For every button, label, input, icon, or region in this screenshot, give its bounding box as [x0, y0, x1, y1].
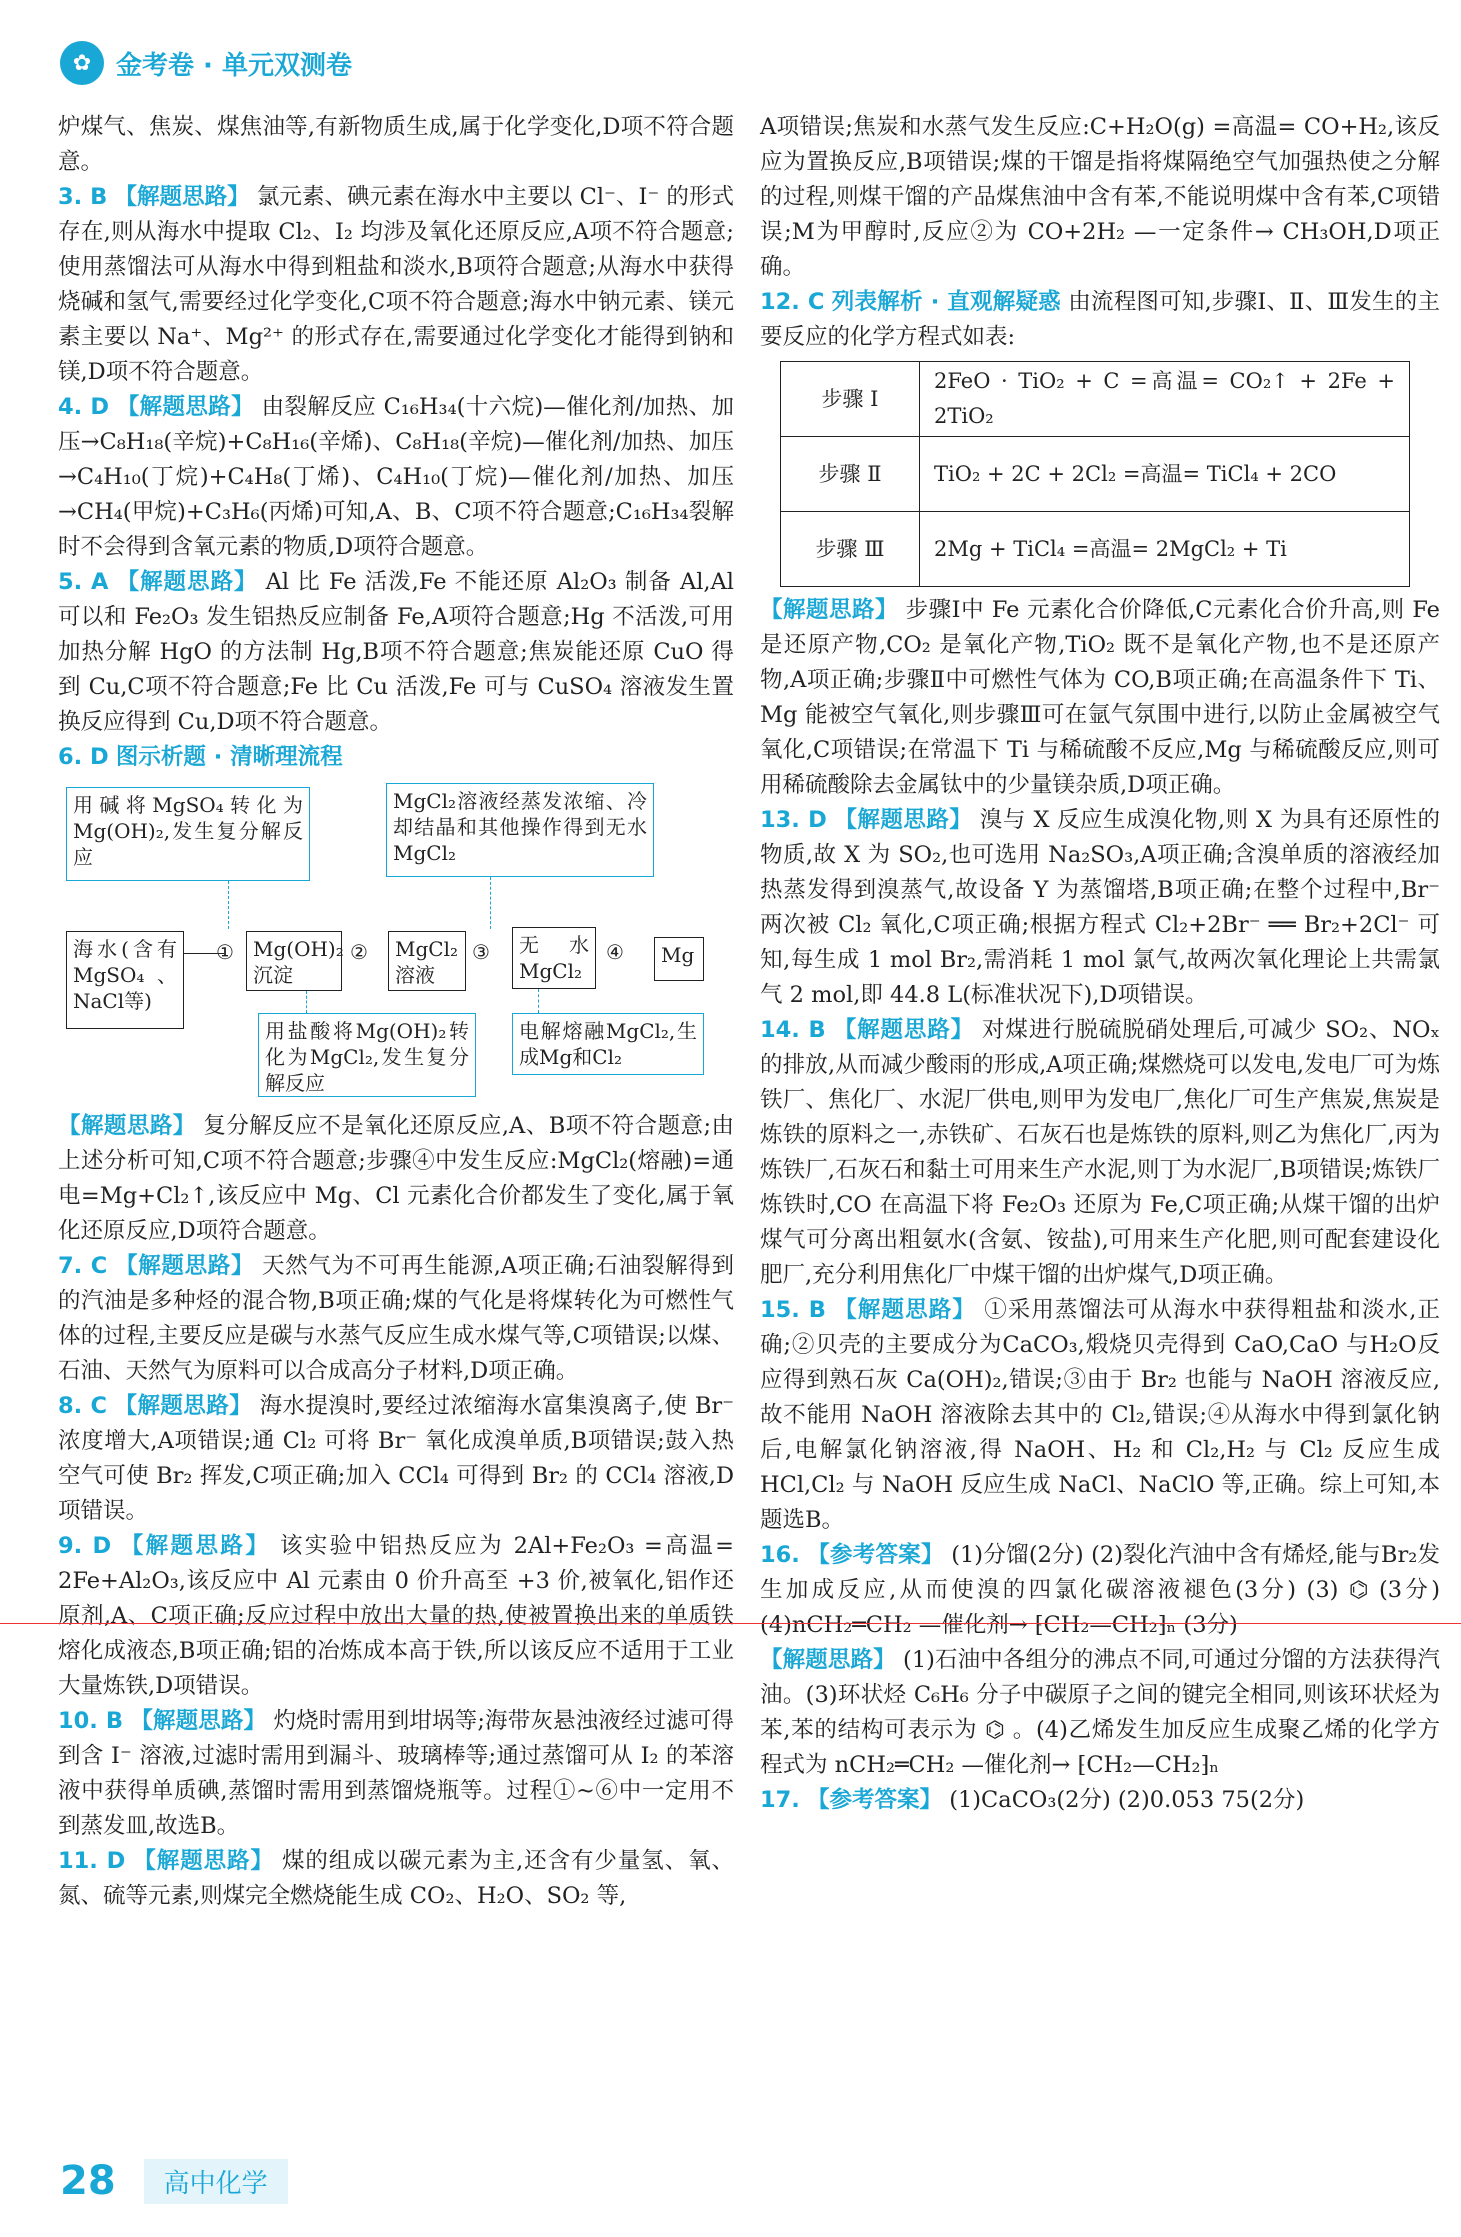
answer-7 [58, 1249, 734, 1389]
table-step: 步骤 Ⅲ [781, 512, 920, 587]
answer-11 [58, 1844, 734, 1914]
answer-tag: 【解题思路】 [760, 597, 899, 623]
flow-step-1: ① [216, 940, 234, 964]
answer-number: 15. B [760, 1297, 826, 1323]
reaction-table [780, 361, 1410, 587]
answer-text: 灼烧时需用到坩埚等;海带灰悬浊液经过滤可得到含 I⁻ 溶液,过滤时需用到漏斗、玻璃棒等;通过蒸馏可从 I₂ 的苯溶液中获得单质碘,蒸馏时需用到蒸馏烧瓶等。过程①~⑥中一定用不到蒸发皿,故选B。 [58, 1708, 735, 1839]
table-equation: 2Mg + TiCl₄ =高温= 2MgCl₂ + Ti [920, 512, 1410, 587]
answer-tag: 【解题思路】 [115, 1253, 255, 1279]
answer-text: 煤的组成以碳元素为主,还含有少量氢、氧、氮、硫等元素,则煤完全燃烧能生成 CO₂、H₂O、SO₂ 等, [58, 1848, 735, 1909]
answer-text: 步骤Ⅰ中 Fe 元素化合价降低,C元素化合价升高,则 Fe 是还原产物,CO₂ 是氧化产物,TiO₂ 既不是氧化产物,也不是还原产物,A项正确;步骤Ⅱ中可燃性气体为 CO,B项正确;在高温条件下 Ti、Mg 能被空气氧化,则步骤Ⅲ可在氩气氛围中进行,以防止金属被空气氧化,C项错误;在常温下 Ti 与稀硫酸不反应,Mg 与稀硫酸反应,则可用稀硫酸除去金属钛中的少量镁杂质,D项正确。 [760, 597, 1440, 798]
answer-text: 氯元素、碘元素在海水中主要以 Cl⁻、I⁻ 的形式存在,则从海水中提取 Cl₂、I₂ 均涉及氧化还原反应,A项不符合题意;使用蒸馏法可从海水中得到粗盐和淡水,B项符合题意;从海水中获得烧碱和氢气,需要经过化学变化,C项不符合题意;海水中钠元素、镁元素主要以 Na⁺、Mg²⁺ 的形式存在,需要通过化学变化才能得到钠和镁,D项不符合题意。 [58, 184, 735, 385]
answer-text: ①采用蒸馏法可从海水中获得粗盐和淡水,正确;②贝壳的主要成分为CaCO₃,煅烧贝壳得到 CaO,CaO 与H₂O反应得到熟石灰 Ca(OH)₂,错误;③由于 Br₂ 也能与 NaOH 溶液反应,故不能用 NaOH 溶液除去其中的 Cl₂,错误;④从海水中得到氯化钠后,电解氯化钠溶液,得 NaOH、H₂ 和 Cl₂,H₂ 与 Cl₂ 反应生成 HCl,Cl₂ 与 NaOH 反应生成 NaCl、NaClO 等,正确。综上可知,本题选B。 [760, 1297, 1440, 1533]
answer-number: 17. [760, 1787, 800, 1813]
answer-16 [760, 1538, 1440, 1643]
table-step: 步骤 Ⅰ [781, 362, 920, 437]
answer-tag: 【解题思路】 [114, 1393, 253, 1419]
left-intro: 炉煤气、焦炭、煤焦油等,有新物质生成,属于化学变化,D项不符合题意。 [58, 114, 734, 175]
answer-number: 6. D [58, 744, 109, 770]
answer-tag: 【解题思路】 [833, 1017, 974, 1043]
flow-anhydrous-mgcl2: 无水MgCl₂ [512, 927, 596, 989]
red-ruler-line [0, 1623, 1461, 1624]
answer-12 [760, 285, 1440, 355]
answer-number: 3. B [58, 184, 108, 210]
answer-3 [58, 180, 734, 390]
answer-17 [760, 1783, 1440, 1818]
answer-text: 由裂解反应 C₁₆H₃₄(十六烷)—催化剂/加热、加压→C₈H₁₈(辛烷)+C₈H₁₆(辛烯)、C₈H₁₈(辛烷)—催化剂/加热、加压→C₄H₁₀(丁烷)+C₄H₈(丁烯)、C₄H₁₀(丁烷)—催化剂/加热、加压→CH₄(甲烷)+C₃H₆(丙烯)可知,A、B、C项不符合题意;C₁₆H₃₄裂解时不会得到含氧元素的物质,D项符合题意。 [58, 394, 735, 560]
answer-text: 天然气为不可再生能源,A项正确;石油裂解得到的汽油是多种烃的混合物,B项正确;煤的气化是将煤转化为可燃性气体的过程,主要反应是碳与水蒸气反应生成水煤气等,C项错误;以煤、石油、天然气为原料可以合成高分子材料,D项正确。 [58, 1253, 735, 1384]
page-number: 28 [60, 2158, 116, 2204]
answer-14 [760, 1013, 1440, 1293]
flow-step-2: ② [350, 940, 368, 964]
answer-tag: 【解题思路】 [116, 394, 255, 420]
answer-10 [58, 1704, 734, 1844]
answer-tag: 【解题思路】 [834, 807, 973, 833]
answer-text: 由流程图可知,步骤Ⅰ、Ⅱ、Ⅲ发生的主要反应的化学方程式如表: [760, 289, 1440, 350]
flow-note-c: 用盐酸将Mg(OH)₂转化为MgCl₂,发生复分解反应 [258, 1013, 476, 1097]
flow-dash-d [538, 989, 539, 1013]
answer-tag: 【解题思路】 [133, 1848, 274, 1874]
answer-number: 7. C [58, 1253, 108, 1279]
answer-5 [58, 565, 734, 740]
answer-tag: 【解题思路】 [116, 569, 258, 595]
answer-number: 5. A [58, 569, 109, 595]
answer-tag: 【解题思路】 [834, 1297, 976, 1323]
page-footer [60, 2158, 288, 2204]
answer-number: 10. B [58, 1708, 123, 1734]
answer-tag: 【解题思路】 [58, 1113, 196, 1139]
table-equation: 2FeO · TiO₂ + C =高温= CO₂↑ + 2Fe + 2TiO₂ [920, 362, 1410, 437]
answer-text: (1)CaCO₃(2分) (2)0.053 75(2分) [949, 1787, 1305, 1813]
answer-text: (1)石油中各组分的沸点不同,可通过分馏的方法获得汽油。(3)环状烃 C₆H₆ 分子中碳原子之间的键完全相同,则该环状烃为苯,苯的结构可表示为 ⌬ 。(4)乙烯发生加反应生成聚乙烯的化学方程式为 nCH₂═CH₂ —催化剂→ ⁅CH₂—CH₂⁆ₙ [760, 1647, 1440, 1778]
answer-tag: 【解题思路】 [114, 184, 250, 210]
brand-logo-icon: ✿ [60, 41, 104, 85]
answer-8 [58, 1389, 734, 1529]
answer-text: 该实验中铝热反应为 2Al+Fe₂O₃ =高温= 2Fe+Al₂O₃,该反应中 Al 元素由 0 价升高至 +3 价,被氧化,铝作还原剂,A、C项正确;反应过程中放出大量的热,使被置换出来的单质铁熔化成液态,B项正确;铝的冶炼成本高于铁,所以该反应不适用于工业大量炼铁,D项错误。 [58, 1533, 734, 1699]
table-equation: TiO₂ + 2C + 2Cl₂ =高温= TiCl₄ + 2CO [920, 437, 1410, 512]
page-header [60, 38, 352, 88]
answer-tag: 图示析题 · 清晰理流程 [115, 744, 343, 770]
flow-step-4: ④ [606, 940, 624, 964]
answer-number: 8. C [58, 1393, 107, 1419]
flow-note-d: 电解熔融MgCl₂,生成Mg和Cl₂ [512, 1013, 704, 1075]
flow-step-3: ③ [472, 940, 490, 964]
flow-mgcl2-solution: MgCl₂溶液 [388, 931, 466, 991]
answer-text: 溴与 X 反应生成溴化物,则 X 为具有还原性的物质,故 X 为 SO₂,也可选用 Na₂SO₃,A项正确;含溴单质的溶液经加热蒸发得到溴蒸气,故设备 Y 为蒸馏塔,B项正确;在整个过程中,Br⁻ 两次被 Cl₂ 氧化,C项正确;根据方程式 Cl₂+2Br⁻ ══ Br₂+2Cl⁻ 可知,每生成 1 mol Br₂,需消耗 1 mol 氯气,故两次氧化理论上共需氯气 2 mol,即 44.8 L(标准状况下),D项错误。 [760, 807, 1440, 1008]
answer-6 [58, 740, 734, 775]
right-column [760, 110, 1440, 1818]
answer-number: 14. B [760, 1017, 826, 1043]
answer-tag: 【参考答案】 [807, 1542, 944, 1568]
answer-text: 复分解反应不是氧化还原反应,A、B项不符合题意;由上述分析可知,C项不符合题意;步骤④中发生反应:MgCl₂(熔融)=通电=Mg+Cl₂↑,该反应中 Mg、Cl 元素化合价都发生了变化,属于氧化还原反应,D项符合题意。 [58, 1113, 734, 1244]
table-row [781, 512, 1410, 587]
answer-4 [58, 390, 734, 565]
flow-note-a: 用碱将MgSO₄转化为Mg(OH)₂,发生复分解反应 [66, 787, 310, 881]
flow-dash-b [490, 877, 491, 929]
answer-9 [58, 1529, 734, 1704]
left-column [58, 110, 734, 1914]
answer-tag: 【解题思路】 [760, 1647, 896, 1673]
answer-number: 12. C [760, 289, 825, 315]
subject-label: 高中化学 [144, 2159, 288, 2204]
table-row [781, 362, 1410, 437]
answer-number: 4. D [58, 394, 110, 420]
table-row [781, 437, 1410, 512]
flow-seawater: 海水(含有MgSO₄、NaCl等) [66, 931, 184, 1029]
answer-text: (1)分馏(2分) (2)裂化汽油中含有烯烃,能与Br₂发生加成反应,从而使溴的四氯化碳溶液褪色(3分) (3) ⌬ (3分) (4)nCH₂═CH₂ —催化剂→ ⁅CH₂—CH₂⁆ₙ (3分) [760, 1542, 1440, 1638]
answer-12-analysis [760, 593, 1440, 803]
answer-13 [760, 803, 1440, 1013]
answer-number: 9. D [58, 1533, 112, 1559]
answer-tag: 【解题思路】 [120, 1533, 271, 1559]
answer-tag: 【参考答案】 [807, 1787, 943, 1813]
table-step: 步骤 Ⅱ [781, 437, 920, 512]
answer-16-analysis [760, 1643, 1440, 1783]
answer-number: 11. D [58, 1848, 126, 1874]
flow-mg-oh-2: Mg(OH)₂沉淀 [246, 931, 342, 991]
answer-15 [760, 1293, 1440, 1538]
flow-note-b: MgCl₂溶液经蒸发浓缩、冷却结晶和其他操作得到无水MgCl₂ [386, 783, 654, 877]
answer-text: Al 比 Fe 活泼,Fe 不能还原 Al₂O₃ 制备 Al,Al 可以和 Fe₂O₃ 发生铝热反应制备 Fe,A项符合题意;Hg 不活泼,可用加热分解 HgO 的方法制 Hg,B项不符合题意;焦炭能还原 CuO 得到 Cu,C项不符合题意;Fe 比 Cu 活泼,Fe 可与 CuSO₄ 溶液发生置换反应得到 Cu,D项不符合题意。 [58, 569, 734, 735]
answer-tag: 【解题思路】 [130, 1708, 267, 1734]
right-intro: A项错误;焦炭和水蒸气发生反应:C+H₂O(g) =高温= CO+H₂,该反应为置换反应,B项错误;煤的干馏是指将煤隔绝空气加强热使之分解的过程,则煤干馏的产品煤焦油中含有苯,不能说明煤中含有苯,C项错误;M为甲醇时,反应②为 CO+2H₂ —一定条件→ CH₃OH,D项正确。 [760, 114, 1440, 280]
flow-dash-a [228, 881, 229, 929]
answer-6-analysis [58, 1109, 734, 1249]
flow-mg: Mg [654, 937, 704, 981]
answer-number: 16. [760, 1542, 800, 1568]
flow-dash-c [306, 991, 307, 1013]
answer-text: 海水提溴时,要经过浓缩海水富集溴离子,使 Br⁻ 浓度增大,A项错误;通 Cl₂ 可将 Br⁻ 氧化成溴单质,B项错误;鼓入热空气可使 Br₂ 挥发,C项正确;加入 CCl₄ 可得到 Br₂ 的 CCl₄ 溶液,D项错误。 [58, 1393, 734, 1524]
header-title: 金考卷 · 单元双测卷 [116, 50, 352, 81]
answer-number: 13. D [760, 807, 827, 833]
answer-tag: 列表解析 · 直观解疑惑 [831, 289, 1061, 315]
magnesium-flowchart [58, 781, 734, 1101]
answer-text: 对煤进行脱硫脱硝处理后,可减少 SO₂、NOₓ 的排放,从而减少酸雨的形成,A项正确;煤燃烧可以发电,发电厂可为炼铁厂、焦化厂、水泥厂供电,则甲为发电厂,焦化厂可生产焦炭,焦炭是炼铁的原料之一,赤铁矿、石灰石也是炼铁的原料,则乙为焦化厂,丙为炼铁厂,石灰石和黏土可用来生产水泥,则丁为水泥厂,B项错误;炼铁厂炼铁时,CO 在高温下将 Fe₂O₃ 还原为 Fe,C项正确;从煤干馏的出炉煤气可分离出粗氨水(含氨、铵盐),可用来生产化肥,则可配套建设化肥厂,充分利用焦化厂中煤干馏的出炉煤气,D项正确。 [760, 1017, 1441, 1288]
